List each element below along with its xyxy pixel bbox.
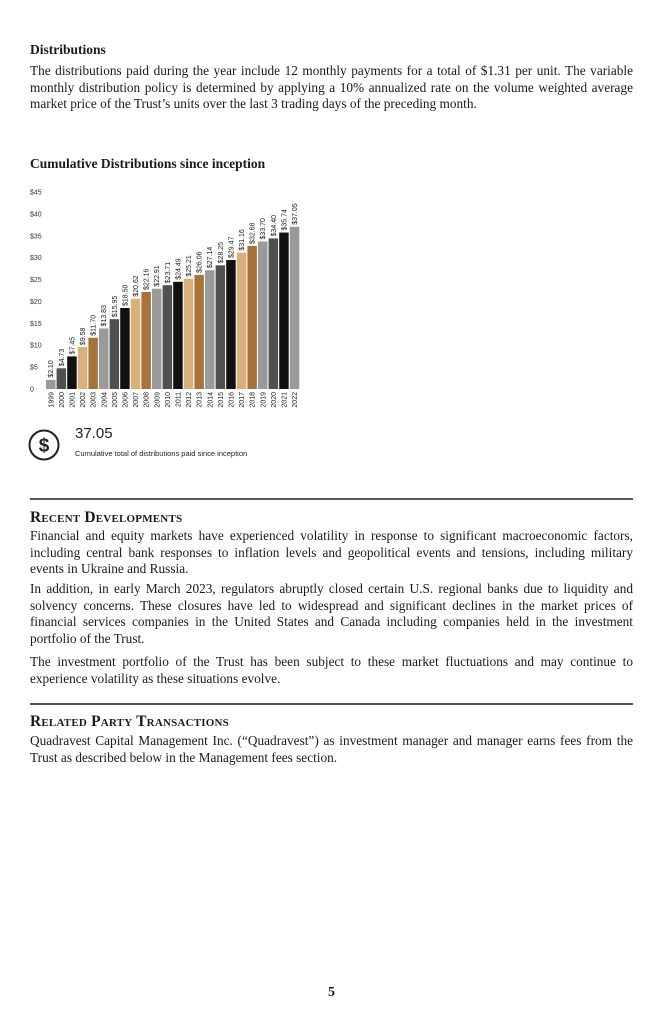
data-label: $24.49 bbox=[175, 258, 183, 280]
y-tick-label: $35 bbox=[30, 233, 42, 241]
bar-2000 bbox=[57, 368, 67, 389]
data-label: $26.06 bbox=[196, 251, 204, 273]
bar-2006 bbox=[120, 308, 130, 389]
bar-2019 bbox=[258, 241, 268, 389]
bar-2020 bbox=[269, 238, 279, 389]
x-tick-label: 2008 bbox=[143, 392, 151, 408]
x-tick-label: 2009 bbox=[154, 392, 162, 408]
bar-2009 bbox=[152, 289, 162, 389]
cumulative-total-caption: Cumulative total of distributions paid since inception bbox=[75, 449, 248, 458]
data-label: $15.95 bbox=[111, 295, 119, 318]
recent-developments-paragraph-3: The investment portfolio of the Trust has been subject to these market fluctuations and may continue to experience volatility as these situations evolve. bbox=[30, 654, 633, 686]
data-label: $13.83 bbox=[101, 305, 109, 327]
data-label: $33.70 bbox=[260, 218, 268, 240]
bar-2013 bbox=[194, 275, 204, 389]
y-tick-label: $30 bbox=[30, 255, 42, 263]
x-tick-label: 2018 bbox=[249, 392, 257, 408]
recent-developments-heading: Recent Developments bbox=[30, 509, 183, 526]
bar-2004 bbox=[99, 328, 109, 389]
bar-2014 bbox=[205, 270, 215, 389]
data-label: $18.50 bbox=[122, 284, 130, 307]
x-tick-label: 2013 bbox=[196, 392, 204, 408]
data-label: $7.45 bbox=[69, 336, 77, 355]
x-tick-label: 2003 bbox=[90, 392, 98, 408]
x-tick-label: 2005 bbox=[111, 392, 119, 408]
data-label: $28.25 bbox=[217, 241, 225, 264]
y-tick-label: $5 bbox=[30, 364, 38, 372]
bar-2021 bbox=[279, 233, 289, 389]
x-tick-label: 2019 bbox=[260, 392, 268, 408]
bar-2015 bbox=[216, 265, 226, 389]
recent-developments-paragraph-1: Financial and equity markets have experienced volatility in response to significant macroeconomic factors, including central bank responses to inflation levels and geopolitical events and tensions, including military events in Ukraine and Russia. bbox=[30, 528, 633, 577]
section-divider bbox=[30, 498, 633, 500]
distributions-heading: Distributions bbox=[30, 42, 106, 57]
y-tick-label: $10 bbox=[30, 342, 42, 350]
related-party-paragraph: Quadravest Capital Management Inc. (“Quadravest”) as investment manager and manager earns fees from the Trust as described below in the Management fees section. bbox=[30, 733, 633, 765]
data-label: $25.21 bbox=[186, 255, 194, 277]
bar-2002 bbox=[78, 347, 88, 389]
bar-2003 bbox=[88, 338, 98, 389]
related-party-heading: Related Party Transactions bbox=[30, 713, 229, 730]
data-label: $23.71 bbox=[164, 261, 172, 284]
x-tick-label: 2015 bbox=[217, 392, 225, 408]
y-tick-label: $40 bbox=[30, 211, 42, 219]
data-label: $37.05 bbox=[292, 203, 300, 225]
x-tick-label: 2004 bbox=[101, 392, 109, 408]
y-tick-label: $25 bbox=[30, 277, 42, 285]
x-tick-label: 2021 bbox=[281, 392, 289, 408]
cumulative-heading: Cumulative Distributions since inception bbox=[30, 156, 266, 171]
x-tick-label: 2000 bbox=[58, 392, 66, 408]
cumulative-distributions-chart bbox=[28, 183, 308, 418]
bar-2005 bbox=[110, 319, 120, 389]
x-tick-label: 2012 bbox=[186, 392, 194, 408]
y-tick-label: 0 bbox=[30, 386, 34, 394]
bar-2017 bbox=[237, 253, 247, 389]
page-number: 5 bbox=[328, 985, 335, 1000]
data-label: $31.16 bbox=[239, 229, 247, 251]
x-tick-label: 2010 bbox=[164, 392, 172, 408]
x-tick-label: 2014 bbox=[207, 392, 215, 408]
data-label: $29.47 bbox=[228, 236, 236, 258]
recent-developments-paragraph-2: In addition, in early March 2023, regulators abruptly closed certain U.S. regional banks due to liquidity and solvency concerns. These closures have led to widespread and significant declines in the market prices of financial services companies in the United States and Canada including companies held in the investment portfolio of the Trust. bbox=[30, 581, 633, 646]
y-tick-label: $45 bbox=[30, 189, 42, 197]
bar-2022 bbox=[290, 227, 300, 389]
x-tick-label: 2016 bbox=[228, 392, 236, 408]
data-label: $35.74 bbox=[281, 209, 289, 231]
x-tick-label: 1999 bbox=[48, 392, 56, 408]
data-label: $22.16 bbox=[143, 268, 151, 290]
y-tick-label: $15 bbox=[30, 320, 42, 328]
distributions-paragraph: The distributions paid during the year include 12 monthly payments for a total of $1.31 per unit. The variable monthly distribution policy is determined by applying a 10% annualized rate on the volume weighted average market price of the Trust’s units over the last 3 trading days of the preceding month. bbox=[30, 63, 633, 112]
section-divider bbox=[30, 703, 633, 705]
x-tick-label: 2017 bbox=[239, 392, 247, 408]
y-tick-label: $20 bbox=[30, 298, 42, 306]
data-label: $20.62 bbox=[133, 275, 141, 297]
data-label: $4.73 bbox=[58, 348, 66, 367]
x-tick-label: 2007 bbox=[133, 392, 141, 408]
x-tick-label: 2020 bbox=[270, 392, 278, 408]
bar-2001 bbox=[67, 356, 77, 389]
x-tick-label: 2011 bbox=[175, 392, 183, 408]
x-tick-label: 2006 bbox=[122, 392, 130, 408]
data-label: $27.14 bbox=[207, 246, 215, 269]
bar-2012 bbox=[184, 279, 194, 389]
bar-2018 bbox=[247, 246, 257, 389]
bar-2008 bbox=[141, 292, 151, 389]
x-tick-label: 2002 bbox=[80, 392, 88, 408]
cumulative-total-value: 37.05 bbox=[75, 425, 113, 442]
data-label: $34.40 bbox=[270, 214, 278, 237]
bar-2016 bbox=[226, 260, 236, 389]
bar-2007 bbox=[131, 299, 141, 389]
dollar-circle-icon bbox=[28, 429, 60, 461]
bar-1999 bbox=[46, 380, 56, 389]
data-label: $9.58 bbox=[80, 327, 88, 346]
x-tick-label: 2001 bbox=[69, 392, 77, 408]
data-label: $22.91 bbox=[154, 265, 162, 287]
bar-2011 bbox=[173, 282, 183, 389]
data-label: $11.70 bbox=[90, 314, 98, 336]
x-tick-label: 2022 bbox=[292, 392, 300, 408]
data-label: $32.68 bbox=[249, 222, 257, 244]
data-label: $2.10 bbox=[48, 360, 56, 378]
svg-text:$: $ bbox=[38, 435, 50, 457]
bar-2010 bbox=[163, 285, 173, 389]
